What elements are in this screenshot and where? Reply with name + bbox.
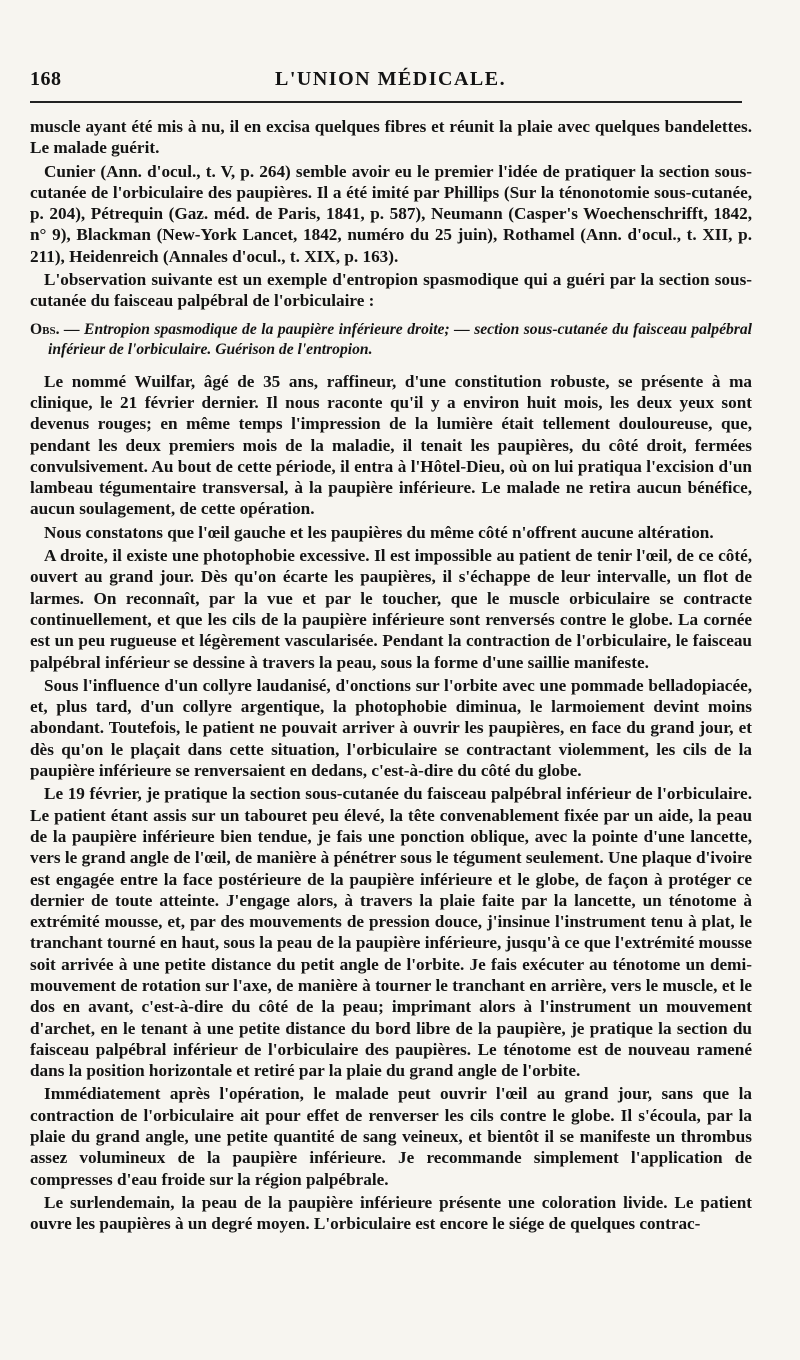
running-title: L'UNION MÉDICALE. bbox=[275, 68, 507, 90]
paragraph-left-eye: Nous constatons que l'œil gauche et les paupières du même côté n'offrent aucune altération. bbox=[44, 522, 714, 542]
paragraph-cunier: Cunier (Ann. d'ocul., t. V, p. 264) semble avoir eu le premier l'idée de pratiquer la section sous-cutanée de l'orbiculaire des paupières. Il a été imité par Phillips (Sur la ténonotomie sous-cutanée, p. 204), Pétrequin (Gaz. méd. de Paris, 1841, p. 587), Neumann (Casper's Woechenschrifft, 1842, n° 9), Blackman (New-York Lancet, 1842, numéro du 25 juin), Rothamel (Ann. d'ocul., t. XII, p. 211), Heidenreich (Annales d'ocul., t. XIX, p. 163). bbox=[30, 161, 752, 266]
header-rule bbox=[30, 101, 742, 103]
paragraph-treatment: Sous l'influence d'un collyre laudanisé, d'onctions sur l'orbite avec une pommade belladopiacée, et, plus tard, d'un collyre argentique, la photophobie diminua, le larmoiement devint moins abondant. Toutefois, le patient ne pouvait arriver à ouvrir les paupières, en face du grand jour, et dès qu'on le plaçait dans cette situation, l'orbiculaire se contractant violemment, les cils de la paupière inférieure se renversaient en dedans, c'est-à-dire du côté du globe. bbox=[30, 675, 752, 781]
page-number: 168 bbox=[30, 68, 62, 90]
observation-label: Obs. bbox=[30, 320, 60, 338]
article-body bbox=[30, 116, 752, 1235]
paragraph-right-eye: A droite, il existe une photophobie excessive. Il est impossible au patient de tenir l'œil, de ce côté, ouvert au grand jour. Dès qu'on écarte les paupières, il s'échappe de leur intervalle, un flot de larmes. On reconnaît, par la vue et par le toucher, que le muscle orbiculaire se contracte continuellement, et que les cils de la paupière inférieure sont renversés contre le globe. La cornée est un peu rugueuse et légèrement vascularisée. Pendant la contraction de l'orbiculaire, le faisceau palpébral inférieur se dessine à travers la peau, sous la forme d'une saillie manifeste. bbox=[30, 546, 752, 672]
page-header bbox=[30, 68, 750, 98]
paragraph-follow-up: Le surlendemain, la peau de la paupière inférieure présente une coloration livide. Le patient ouvre les paupières à un degré moyen. L'orbiculaire est encore le siége de quelques contrac- bbox=[30, 1192, 752, 1234]
paragraph-continuation: muscle ayant été mis à nu, il en excisa quelques fibres et réunit la plaie avec quelques bandelettes. Le malade guérit. bbox=[30, 117, 752, 158]
observation-title: — Entropion spasmodique de la paupière inférieure droite; — section sous-cutanée du faisceau palpébral inférieur de l'orbiculaire. Guérison de l'entropion. bbox=[48, 320, 752, 359]
paragraph-patient-history: Le nommé Wuilfar, âgé de 35 ans, raffineur, d'une constitution robuste, se présente à ma clinique, le 21 février dernier. Il nous raconte qu'il y a environ huit mois, les deux yeux sont devenus rouges; en même temps l'impression de la lumière était tellement douloureuse, que, pendant les deux premiers mois de la maladie, il tenait les paupières, du côté droit, fermées convulsivement. Au bout de cette période, il entra à l'Hôtel-Dieu, où on lui pratiqua l'excision d'un lambeau tégumentaire transversal, à la paupière inférieure. Le malade ne retira aucun bénéfice, aucun soulagement, de cette opération. bbox=[30, 371, 752, 519]
paragraph-observation-intro: L'observation suivante est un exemple d'entropion spasmodique qui a guéri par la section sous-cutanée du faisceau palpébral de l'orbiculaire : bbox=[30, 270, 752, 311]
observation-heading bbox=[30, 320, 752, 361]
paragraph-post-operation: Immédiatement après l'opération, le malade peut ouvrir l'œil au grand jour, sans que la contraction de l'orbiculaire ait pour effet de renverser les cils contre le globe. Il s'écoula, par la plaie du grand angle, une petite quantité de sang veineux, et bientôt il se manifeste un thrombus assez volumineux de la paupière inférieure. Je recommande simplement l'application de compresses d'eau froide sur la région palpébrale. bbox=[30, 1084, 752, 1189]
paragraph-operation: Le 19 février, je pratique la section sous-cutanée du faisceau palpébral inférieur de l'orbiculaire. Le patient étant assis sur un tabouret peu élevé, la tête convenablement fixée par un aide, la peau de la paupière inférieure bien tendue, je fais une ponction oblique, avec la pointe d'une lancette, vers le grand angle de l'œil, de manière à pénétrer sous le tégument seulement. Une plaque d'ivoire est engagée entre la face postérieure de la paupière inférieure et le globe, de façon à protéger ce dernier de toute atteinte. J'engage alors, à travers la plaie faite par la lancette, un ténotome à extrémité mousse, et, par des mouvements de pression douce, j'insinue l'instrument tenu à plat, le tranchant tourné en haut, sous la peau de la paupière inférieure, jusqu'à ce que l'extrémité mousse soit arrivée à une petite distance du petit angle de l'orbite. Je fais exécuter au ténotome un demi-mouvement de rotation sur l'axe, de manière à tourner le tranchant en arrière, vers le muscle, et le dos en avant, c'est-à-dire du côté de la peau; imprimant alors à l'instrument un mouvement d'archet, en le tenant à une petite distance du bord libre de la paupière, je pratique la section du faisceau palpébral inférieur de l'orbiculaire des paupières. Le ténotome est de nouveau ramené dans la position horizontale et retiré par la plaie du grand angle de l'orbite. bbox=[30, 784, 752, 1081]
